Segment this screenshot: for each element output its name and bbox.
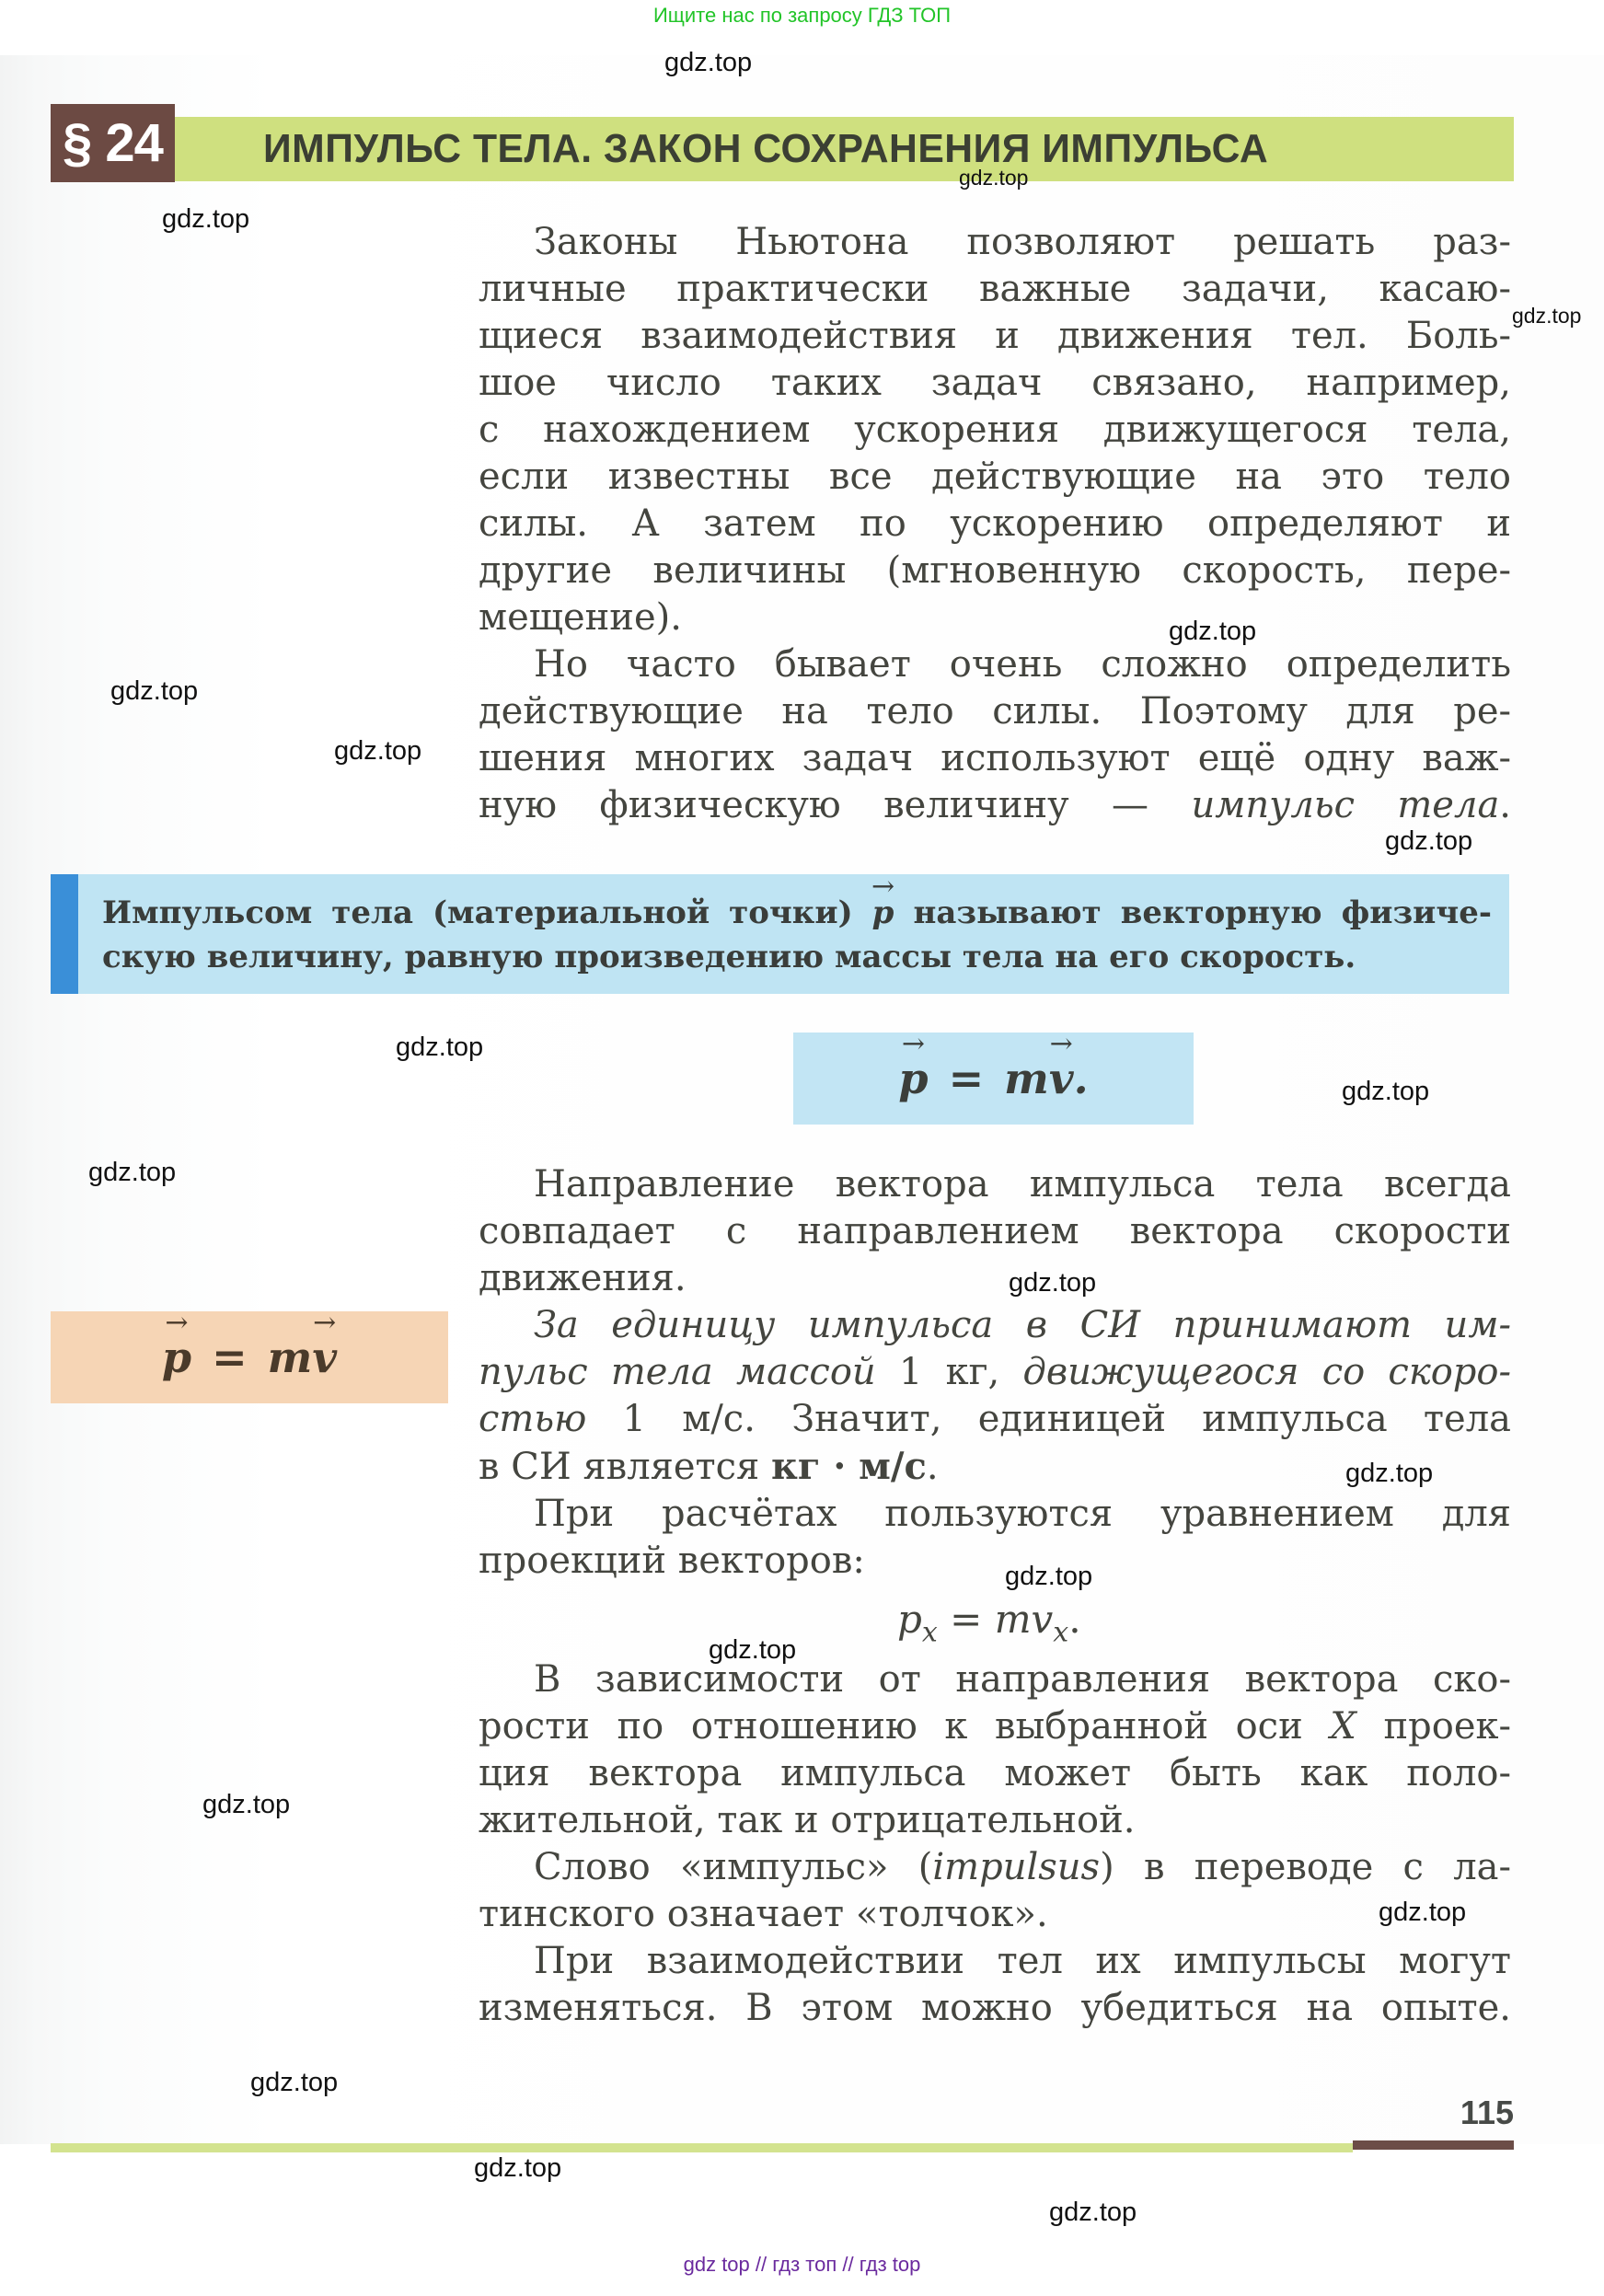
- definition-text: [102, 891, 1492, 979]
- vector-p: → p: [898, 1054, 928, 1103]
- equals-sign: =: [937, 1597, 995, 1642]
- text-line: [479, 782, 1511, 829]
- text-line: За единицу импульса в СИ принимают им-: [534, 1304, 1511, 1346]
- projection-formula: [897, 1597, 1081, 1648]
- text-line: изменяться. В этом можно убедиться на опыте.: [479, 1987, 1511, 2029]
- text-line: другие величины (мгновенную скорость, пере-: [479, 549, 1511, 592]
- watermark: gdz.top: [1379, 1898, 1467, 1927]
- text-fragment: .: [1499, 784, 1512, 826]
- text-fragment: называют векторную физиче-: [894, 894, 1493, 931]
- text-line: В зависимости от направления вектора ско-: [534, 1658, 1511, 1701]
- footer-rule-accent: [1353, 2140, 1514, 2150]
- period: .: [1068, 1597, 1081, 1642]
- section-title: ИМПУЛЬС ТЕЛА. ЗАКОН СОХРАНЕНИЯ ИМПУЛЬСА: [263, 126, 1269, 171]
- text-fragment: ) в переводе с ла-: [1100, 1846, 1511, 1888]
- symbol: p: [897, 1597, 922, 1642]
- text-fragment: 1 м/с. Значит, единицей импульса тела: [622, 1398, 1511, 1440]
- subscript: x: [921, 1616, 938, 1649]
- text-line: силы. А затем по ускорению определяют и: [479, 502, 1511, 545]
- text-line: действующие на тело силы. Поэтому для ре-: [479, 690, 1511, 733]
- watermark: gdz.top: [88, 1158, 177, 1187]
- text-line: совпадает с направлением вектора скорости: [479, 1210, 1511, 1252]
- latin-paragraph: [479, 1844, 1511, 1938]
- period: .: [1073, 1054, 1089, 1103]
- direction-paragraph: [479, 1161, 1511, 1302]
- projection-paragraph: [479, 1491, 1511, 1585]
- text-fragment: стью: [479, 1398, 623, 1440]
- equals-sign: =: [212, 1333, 248, 1382]
- watermark: gdz.top: [1345, 1459, 1434, 1488]
- vector-v: → v: [312, 1333, 337, 1382]
- watermark: gdz.top: [959, 166, 1029, 190]
- watermark: gdz.top: [334, 736, 422, 766]
- intro-text: [479, 219, 1511, 829]
- momentum-formula-box: [793, 1033, 1194, 1125]
- watermark: gdz.top: [1342, 1077, 1430, 1106]
- text-fragment: ную физическую величину —: [479, 784, 1192, 826]
- text-line: личные практически важные задачи, касаю-: [479, 268, 1511, 310]
- text-fragment: движущегося со скоро-: [1022, 1351, 1511, 1393]
- text-line: с нахождением ускорения движущегося тела,: [479, 409, 1511, 451]
- symbol: mv: [994, 1597, 1054, 1642]
- mass-symbol: m: [1004, 1054, 1049, 1103]
- watermark: gdz.top: [1385, 826, 1473, 856]
- text-line: [479, 1349, 1511, 1396]
- text-line: шое число таких задач связано, например,: [479, 362, 1511, 404]
- watermark: gdz.top: [709, 1635, 797, 1665]
- vector-p: → p: [162, 1333, 191, 1382]
- side-formula-box: [51, 1311, 448, 1403]
- text-fragment: 1 кг,: [898, 1351, 1023, 1393]
- text-line: проекций векторов:: [479, 1540, 865, 1582]
- term-impulse: импульс тела: [1191, 784, 1500, 826]
- interaction-paragraph: [479, 1938, 1511, 2032]
- watermark: gdz.top: [664, 48, 753, 77]
- text-line: [479, 1396, 1511, 1443]
- text-line: мещение).: [479, 596, 682, 639]
- text-line: [479, 1703, 1511, 1750]
- text-fragment: пульс тела массой: [479, 1351, 899, 1393]
- intro-paragraph-1: [479, 219, 1511, 641]
- section-title-bar: [175, 117, 1514, 181]
- definition-accent-stripe: [51, 874, 78, 994]
- watermark: gdz.top: [396, 1033, 484, 1062]
- text-line: щиеся взаимодействия и движения тел. Боль-: [479, 315, 1511, 357]
- body-text: [479, 1161, 1511, 1585]
- footer-links[interactable]: gdz top // гдз топ // гдз top: [683, 2253, 921, 2276]
- subscript: x: [1053, 1616, 1069, 1649]
- watermark: gdz.top: [1512, 304, 1582, 328]
- definition-box: [51, 874, 1509, 994]
- watermark: gdz.top: [1005, 1562, 1093, 1591]
- equals-sign: =: [948, 1054, 985, 1103]
- intro-paragraph-2: [479, 641, 1511, 829]
- vector-v: → v: [1049, 1054, 1074, 1103]
- watermark: gdz.top: [1169, 617, 1257, 646]
- watermark: gdz.top: [162, 204, 250, 234]
- section-number-badge: § 24: [51, 104, 175, 182]
- text-fragment: Слово «импульс» (: [534, 1846, 933, 1888]
- text-line: ция вектора импульса может быть как поло-: [479, 1752, 1511, 1794]
- text-line: При расчётах пользуются уравнением для: [534, 1493, 1511, 1535]
- page-number: 115: [1460, 2094, 1514, 2131]
- text-line: [479, 1844, 1511, 1891]
- text-line: движения.: [479, 1257, 687, 1299]
- vector-p-symbol: → p: [872, 891, 894, 935]
- text-line: шения многих задач используют ещё одну важ-: [479, 737, 1511, 779]
- watermark: gdz.top: [474, 2153, 562, 2183]
- watermark: gdz.top: [202, 1790, 291, 1819]
- text-line: При взаимодействии тел их импульсы могут: [534, 1940, 1511, 1982]
- axis-symbol: X: [1330, 1705, 1356, 1748]
- text-fragment: проек-: [1356, 1705, 1512, 1748]
- definition-line: [102, 891, 1492, 935]
- mass-symbol: m: [267, 1333, 313, 1382]
- text-fragment: рости по отношению к выбранной оси: [479, 1705, 1331, 1748]
- text-fragment: в СИ является: [479, 1446, 771, 1488]
- text-line: Направление вектора импульса тела всегда: [534, 1163, 1511, 1206]
- watermark: gdz.top: [1049, 2198, 1137, 2227]
- latin-word: impulsus: [932, 1846, 1101, 1888]
- top-banner[interactable]: Ищите нас по запросу ГДЗ ТОП: [652, 4, 952, 27]
- si-unit: кг · м/с: [771, 1445, 927, 1488]
- text-line: Законы Ньютона позволяют решать раз-: [534, 221, 1511, 263]
- text-fragment: .: [926, 1446, 939, 1488]
- text-fragment: Импульсом тела (материальной точки): [102, 894, 872, 931]
- footer-rule: [51, 2143, 1353, 2152]
- text-line: жительной, так и отрицательной.: [479, 1799, 1136, 1841]
- watermark: gdz.top: [250, 2068, 339, 2097]
- watermark: gdz.top: [1009, 1268, 1097, 1298]
- body-text-continued: [479, 1656, 1511, 2032]
- text-line: тинского означает «толчок».: [479, 1893, 1048, 1935]
- definition-line: скую величину, равную произведению массы тела на его скорость.: [102, 939, 1356, 975]
- dependence-paragraph: [479, 1656, 1511, 1844]
- text-line: если известны все действующие на это тело: [479, 456, 1511, 498]
- watermark: gdz.top: [110, 676, 199, 706]
- text-line: Но часто бывает очень сложно определить: [534, 643, 1511, 686]
